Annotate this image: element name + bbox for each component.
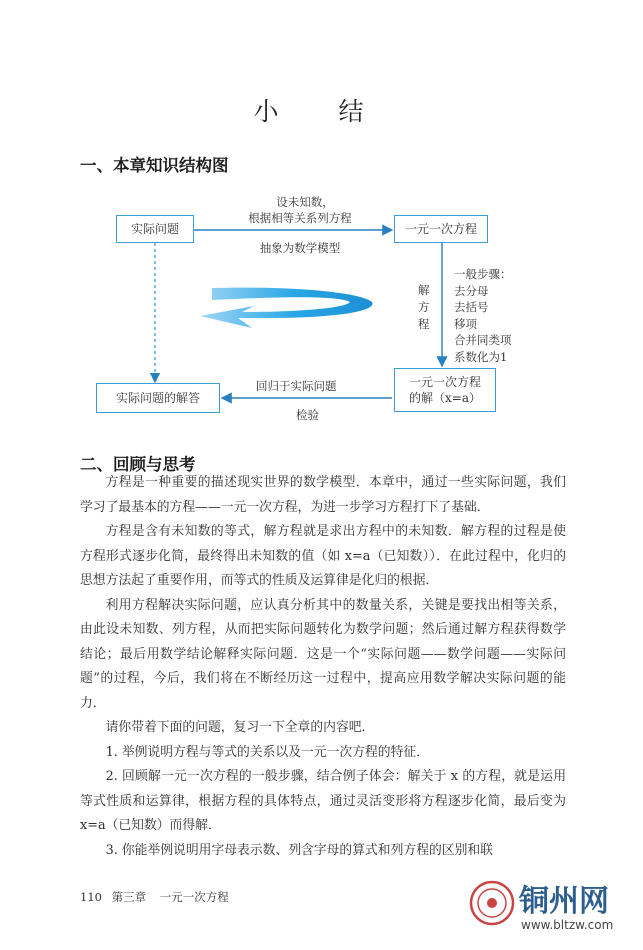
step-item: 去括号 bbox=[454, 300, 489, 314]
label-set-unknown: 设未知数， bbox=[276, 195, 334, 209]
paragraph: 方程是含有未知数的等式，解方程就是求出方程中的未知数．解方程的过程是使方程形式逐步化简，最终得出未知数的值（如 x=a（已知数））．在此过程中，化归的思想方法起了重要作用，而等式的性质及运算律是化归的根据． bbox=[80, 524, 566, 588]
watermark-site-name: 铜州网 bbox=[519, 884, 609, 919]
section-heading-structure: 一、本章知识结构图 bbox=[80, 156, 229, 175]
chapter-number: 第三章 bbox=[111, 890, 147, 904]
label-equal-relation: 根据相等关系列方程 bbox=[248, 211, 352, 225]
box-equation-solution bbox=[394, 368, 496, 412]
question-item: 2. 回顾解一元一次方程的一般步骤，结合例子体会：解关于 x 的方程，就是运用等式性质和运算律，根据方程的具体特点，通过灵活变形将方程逐步化简，最后变为 x=a（已知数）而得解． bbox=[80, 769, 566, 833]
chapter-title: 一元一次方程 bbox=[159, 890, 229, 904]
step-item: 移项 bbox=[454, 316, 477, 331]
solve-char-3: 程 bbox=[418, 317, 430, 331]
steps-list bbox=[454, 266, 512, 365]
question-item: 1. 举例说明方程与等式的关系以及一元一次方程的特征． bbox=[105, 744, 429, 760]
swoosh-arrow bbox=[200, 288, 373, 328]
solve-char-1: 解 bbox=[418, 283, 430, 297]
paragraph: 请你带着下面的问题，复习一下全章的内容吧． bbox=[105, 720, 375, 735]
watermark-url: www.bltzw.com bbox=[521, 918, 614, 932]
box-actual-problem: 实际问题 bbox=[116, 215, 194, 243]
label-abstract-model: 抽象为数学模型 bbox=[259, 241, 341, 255]
site-watermark bbox=[469, 876, 629, 942]
box-actual-answer: 实际问题的解答 bbox=[96, 383, 220, 413]
seal-icon bbox=[469, 880, 515, 926]
box-linear-equation: 一元一次方程 bbox=[394, 215, 488, 243]
solution-line-1: 一元一次方程 bbox=[408, 375, 481, 389]
body-text bbox=[80, 471, 566, 863]
label-return-problem: 回归于实际问题 bbox=[256, 379, 337, 393]
section-heading-review: 二、回顾与思考 bbox=[80, 455, 196, 474]
solve-char-2: 方 bbox=[418, 300, 430, 314]
question-item: 3. 你能举例说明用字母表示数、列含字母的算式和列方程的区别和联 bbox=[105, 842, 493, 858]
paragraph: 利用方程解决实际问题，应认真分析其中的数量关系，关键是要找出相等关系，由此设未知数、列方程，从而把实际问题转化为数学问题；然后通过解方程获得数学结论；最后用数学结论解释实际问题．这是一个“实际问题——数学问题——实际问题”的过程，今后，我们将在不断经历这一过程中，提高应用数学解决实际问题的能力． bbox=[80, 597, 566, 711]
step-item: 合并同类项 bbox=[454, 333, 512, 347]
page-title: 小 结 bbox=[253, 97, 390, 126]
step-item: 系数化为1 bbox=[454, 349, 508, 364]
step-item: 去分母 bbox=[454, 283, 489, 298]
paragraph: 方程是一种重要的描述现实世界的数学模型．本章中，通过一些实际问题，我们学习了最基本的方程——一元一次方程，为进一步学习方程打下了基础． bbox=[80, 475, 566, 515]
step-item: 一般步骤： bbox=[454, 267, 512, 281]
solution-line-2: 的解（x=a） bbox=[409, 391, 481, 405]
label-solve-equation bbox=[418, 282, 430, 333]
page-footer bbox=[80, 889, 229, 905]
label-verify: 检验 bbox=[296, 408, 319, 422]
page-number: 110 bbox=[80, 890, 102, 904]
